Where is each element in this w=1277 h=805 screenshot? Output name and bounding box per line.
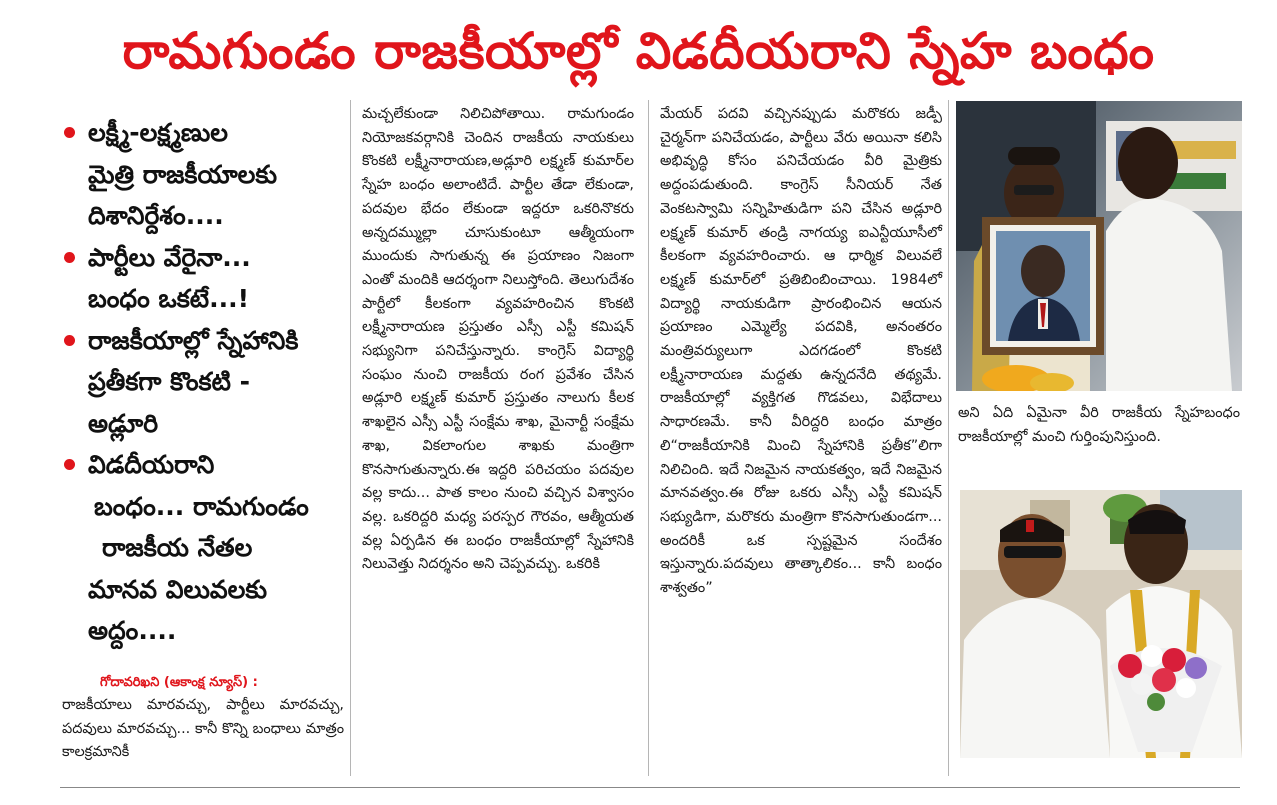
photo-portrait-presentation bbox=[956, 101, 1242, 391]
highlight-line: అడ్లూరి bbox=[88, 408, 159, 438]
photo-bouquet-greeting bbox=[960, 490, 1242, 758]
highlight-item bbox=[64, 237, 344, 320]
paragraph: అని ఏది ఏమైనా వీరి రాజకీయ స్నేహబంధం రాజకీయాల్లో మంచి గుర్తింపునిస్తుంది. bbox=[958, 405, 1240, 445]
headline: రామగుండం రాజకీయాల్లో విడదీయరాని స్నేహ బంధం bbox=[122, 22, 1155, 80]
dateline: గోదావరిఖని (ఆకాంక్ష న్యూస్) : bbox=[100, 675, 258, 690]
bullet-icon bbox=[64, 459, 75, 470]
highlight-line: మైత్రి రాజకీయాలకు bbox=[88, 159, 278, 189]
highlight-line: బంధం... రామగుండం bbox=[94, 491, 309, 521]
article-column-3 bbox=[660, 103, 942, 601]
column-divider bbox=[350, 100, 351, 776]
paragraph: మేయర్ పదవి వచ్చినప్పుడు మరొకరు జడ్పీ చైర్మన్‌గా పనిచేయడం, పార్టీలు వేరు అయినా కలిసి అభివృద్ధి కోసం పనిచేయడం వీరి మైత్రికు అద్దంపడుతుంది. కాంగ్రెస్ సీనియర్ నేత వెంకటస్వామి సన్నిహితుడిగా పని చేసిన అడ్లూరి లక్ష్మణ్ కుమార్ తండ్రి నాగయ్య ఐఎన్టీయూసీలో కీలకంగా వ్యవహరించారు. ఆ ధార్మిక విలువలే లక్ష్మణ్ కుమార్‌లో ప్రతిబింబించాయి. 1984లో విద్యార్థి నాయకుడిగా ప్రారంభించిన ఆయన ప్రయాణం ఎమ్మెల్యే పదవికి, అనంతరం మంత్రివర్యులుగా ఎదగడంలో కొంకటి లక్ష్మీనారాయణ మద్దతు ఉన్నదనేది తథ్యమే. రాజకీయాల్లో వ్యక్తిగత గొడవలు, విభేదాలు సాధారణమే. కానీ వీరిద్దరి బంధం మాత్రం లి“రాజకీయానికి మించి స్నేహానికి ప్రతీక”లిగా నిలిచింది. ఇదే నిజమైన నాయకత్వం, ఇదే నిజమైన మానవత్వం.ఈ రోజు ఒకరు ఎస్సీ ఎస్టీ కమిషన్ సభ్యుడిగా, మరొకరు మంత్రిగా కొనసాగుతుండగా... అందరికీ ఒక స్పష్టమైన సందేశం ఇస్తున్నారు.పదవులు తాత్కాలికం... కానీ బంధం శాశ్వతం” bbox=[660, 106, 942, 597]
bullet-icon bbox=[64, 252, 75, 263]
highlight-line: లక్ష్మీ-లక్ష్మణుల bbox=[88, 118, 228, 147]
bottom-rule bbox=[60, 787, 1240, 788]
highlight-line: విడదీయరాని bbox=[88, 450, 215, 479]
paragraph: మచ్చలేకుండా నిలిచిపోతాయి. రామగుండం నియోజకవర్గానికి చెందిన రాజకీయ నాయకులు కొంకటి లక్ష్మీనారాయణ,అడ్లూరి లక్ష్మణ్ కుమార్‌ల స్నేహ బంధం అలాంటిదే. పార్టీల తేడా లేకుండా, పదవుల భేదం లేకుండా ఇద్దరూ ఒకరినొకరు అన్నదమ్ముల్లా చూసుకుంటూ ఆత్మీయంగా ముందుకు సాగుతున్న ఈ ప్రయాణం నిజంగా ఎంతో మందికి ఆదర్శంగా నిలుస్తోంది. తెలుగుదేశం పార్టీలో కీలకంగా వ్యవహరించిన కొంకటి లక్ష్మీనారాయణ ప్రస్తుతం ఎస్సీ ఎస్టీ కమిషన్ సభ్యునిగా పనిచేస్తున్నారు. కాంగ్రెస్ విద్యార్థి సంఘం నుంచి రాజకీయ రంగ ప్రవేశం చేసిన అడ్లూరి లక్ష్మణ్ కుమార్ ప్రస్తుతం నాలుగు కీలక శాఖలైన ఎస్సీ ఎస్టీ సంక్షేమ శాఖ, మైనార్టీ సంక్షేమ శాఖ, వికలాంగుల శాఖకు మంత్రిగా కొనసాగుతున్నారు.ఈ ఇద్దరి పరిచయం పదవుల వల్ల కాదు... పాత కాలం నుంచి వచ్చిన విశ్వాసం వల్ల. ఒకరిద్దరి మధ్య పరస్పర గౌరవం, ఆత్మీయత వల్ల ఏర్పడిన ఈ బంధం రాజకీయాల్లో స్నేహానికి నిలువెత్తు నిదర్శనం అని చెప్పవచ్చు. ఒకరికి bbox=[362, 106, 634, 573]
bullet-icon bbox=[64, 335, 75, 346]
article-column-4 bbox=[958, 402, 1240, 449]
highlight-item bbox=[64, 112, 344, 237]
paragraph: రాజకీయాలు మారవచ్చు, పార్టీలు మారవచ్చు, పదవులు మారవచ్చు... కానీ కొన్ని బంధాలు మాత్రం కాలక్రమానికీ bbox=[62, 697, 344, 761]
article-column-2 bbox=[362, 103, 634, 577]
column-divider bbox=[948, 100, 949, 776]
highlight-line: ప్రతీకగా కొంకటి - bbox=[88, 367, 250, 396]
highlight-line: రాజకీయ నేతల bbox=[102, 533, 253, 562]
highlight-line: బంధం ఒకటే...! bbox=[88, 284, 249, 313]
bullet-icon bbox=[64, 127, 75, 138]
highlight-line: రాజకీయాల్లో స్నేహానికి bbox=[88, 325, 299, 355]
highlight-line: అద్దం.... bbox=[88, 616, 177, 645]
highlight-item bbox=[64, 320, 344, 445]
column-divider bbox=[648, 100, 649, 776]
article-column-1 bbox=[62, 694, 344, 765]
highlight-item bbox=[64, 444, 344, 652]
highlight-line: మానవ విలువలకు bbox=[88, 574, 268, 604]
dateline-box bbox=[62, 672, 344, 694]
highlight-line: దిశానిర్దేశం.... bbox=[88, 201, 224, 230]
highlights-box bbox=[64, 112, 344, 652]
highlight-line: పార్టీలు వేరైనా... bbox=[88, 242, 251, 272]
